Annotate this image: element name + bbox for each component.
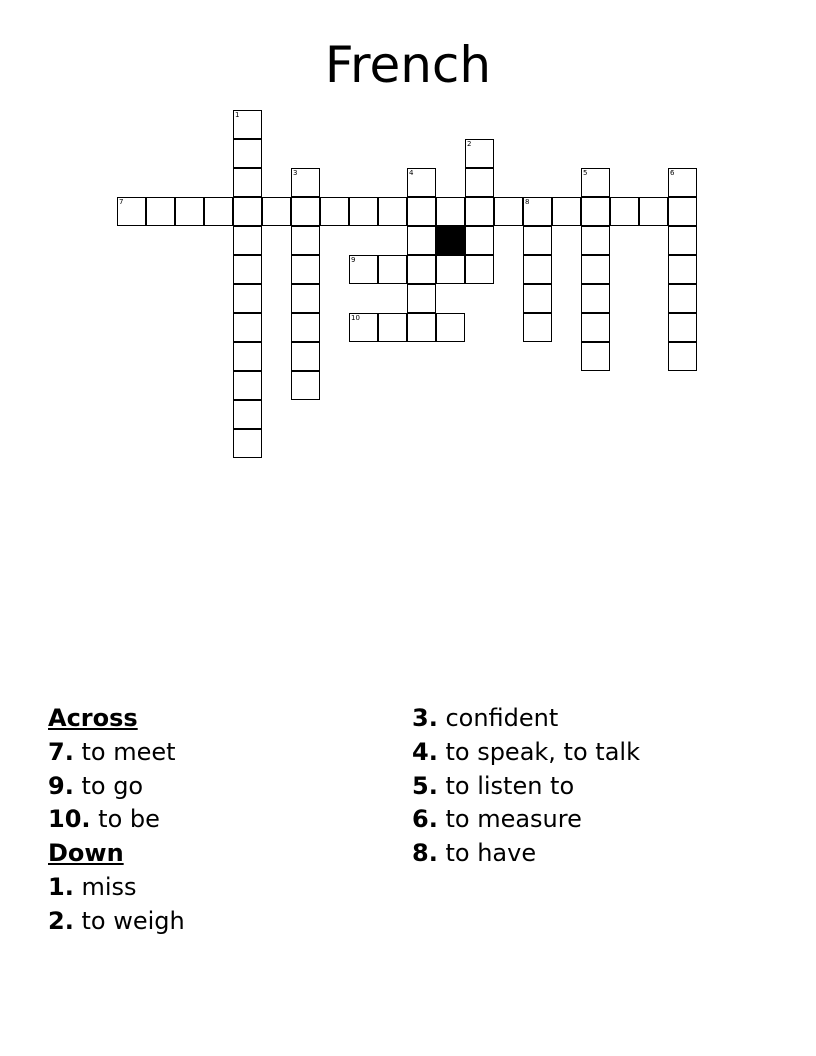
grid-cell[interactable] — [494, 197, 523, 226]
grid-cell[interactable] — [581, 313, 610, 342]
clue-text: miss — [81, 872, 137, 901]
grid-cell[interactable] — [668, 168, 697, 197]
grid-cell[interactable] — [581, 168, 610, 197]
clue-text: to listen to — [445, 771, 575, 800]
clue-item — [412, 837, 640, 871]
grid-cell[interactable] — [291, 342, 320, 371]
grid-cell[interactable] — [233, 197, 262, 226]
grid-cell[interactable] — [349, 255, 378, 284]
grid-cell[interactable] — [349, 313, 378, 342]
grid-cell[interactable] — [291, 313, 320, 342]
grid-cell[interactable] — [233, 313, 262, 342]
clue-number-label: 5 — [583, 169, 588, 177]
grid-cell[interactable] — [407, 255, 436, 284]
grid-cell[interactable] — [233, 400, 262, 429]
clue-item — [412, 803, 640, 837]
grid-cell[interactable] — [668, 284, 697, 313]
grid-cell[interactable] — [378, 197, 407, 226]
clue-item — [48, 770, 185, 804]
grid-cell[interactable] — [233, 110, 262, 139]
grid-cell[interactable] — [233, 429, 262, 458]
grid-cell[interactable] — [407, 168, 436, 197]
clue-item — [48, 803, 185, 837]
clue-number: 9. — [48, 771, 74, 800]
clues-column-left — [48, 702, 185, 939]
grid-cell[interactable] — [146, 197, 175, 226]
grid-cell[interactable] — [233, 255, 262, 284]
grid-block-cell — [436, 226, 465, 255]
grid-cell[interactable] — [465, 197, 494, 226]
clue-text: to weigh — [81, 906, 185, 935]
grid-cell[interactable] — [175, 197, 204, 226]
grid-cell[interactable] — [378, 255, 407, 284]
clue-number: 8. — [412, 839, 438, 868]
clue-text: to meet — [81, 737, 176, 766]
grid-cell[interactable] — [523, 313, 552, 342]
grid-cell[interactable] — [407, 226, 436, 255]
grid-cell[interactable] — [204, 197, 233, 226]
grid-cell[interactable] — [320, 197, 349, 226]
grid-cell[interactable] — [262, 197, 291, 226]
grid-cell[interactable] — [523, 284, 552, 313]
clue-number-label: 7 — [119, 198, 124, 206]
grid-cell[interactable] — [233, 371, 262, 400]
clue-number: 2. — [48, 906, 74, 935]
clue-number-label: 6 — [670, 169, 675, 177]
clue-item — [48, 905, 185, 939]
clue-number: 1. — [48, 872, 74, 901]
clue-number-label: 2 — [467, 140, 472, 148]
grid-cell[interactable] — [668, 313, 697, 342]
grid-cell[interactable] — [436, 313, 465, 342]
clue-number: 5. — [412, 771, 438, 800]
clue-number-label: 8 — [525, 198, 530, 206]
clue-text: to have — [445, 839, 537, 868]
grid-cell[interactable] — [581, 342, 610, 371]
grid-cell[interactable] — [465, 255, 494, 284]
grid-cell[interactable] — [523, 197, 552, 226]
grid-cell[interactable] — [668, 197, 697, 226]
page-title: French — [324, 36, 492, 94]
grid-cell[interactable] — [523, 255, 552, 284]
clue-text: to go — [81, 771, 144, 800]
grid-cell[interactable] — [552, 197, 581, 226]
grid-cell[interactable] — [291, 284, 320, 313]
grid-cell[interactable] — [436, 197, 465, 226]
grid-cell[interactable] — [233, 342, 262, 371]
clue-number: 6. — [412, 805, 438, 834]
grid-cell[interactable] — [581, 255, 610, 284]
grid-cell[interactable] — [407, 284, 436, 313]
grid-cell[interactable] — [639, 197, 668, 226]
grid-cell[interactable] — [581, 284, 610, 313]
clue-number-label: 3 — [293, 169, 298, 177]
grid-cell[interactable] — [291, 197, 320, 226]
grid-cell[interactable] — [668, 342, 697, 371]
clue-text: to be — [98, 805, 160, 834]
grid-cell[interactable] — [581, 197, 610, 226]
down-heading: Down — [48, 839, 124, 868]
grid-cell[interactable] — [117, 197, 146, 226]
grid-cell[interactable] — [523, 226, 552, 255]
grid-cell[interactable] — [233, 284, 262, 313]
clue-number: 3. — [412, 704, 438, 732]
grid-cell[interactable] — [291, 168, 320, 197]
clue-item — [412, 702, 640, 736]
clue-item — [412, 770, 640, 804]
grid-cell[interactable] — [407, 197, 436, 226]
grid-cell[interactable] — [233, 139, 262, 168]
clue-number-label: 10 — [351, 314, 360, 322]
crossword-grid — [0, 0, 816, 470]
clue-number: 10. — [48, 805, 91, 834]
clue-item — [412, 736, 640, 770]
clue-number-label: 9 — [351, 256, 356, 264]
grid-cell[interactable] — [349, 197, 378, 226]
grid-cell[interactable] — [465, 168, 494, 197]
grid-cell[interactable] — [407, 313, 436, 342]
grid-cell[interactable] — [233, 226, 262, 255]
clue-number-label: 4 — [409, 169, 414, 177]
grid-cell[interactable] — [668, 255, 697, 284]
grid-cell[interactable] — [233, 168, 262, 197]
clue-text: confident — [445, 704, 559, 732]
grid-cell[interactable] — [291, 255, 320, 284]
clue-text: to measure — [445, 805, 582, 834]
grid-cell[interactable] — [668, 226, 697, 255]
across-heading: Across — [48, 704, 138, 732]
grid-cell[interactable] — [291, 226, 320, 255]
clue-item — [48, 871, 185, 905]
clue-number-label: 1 — [235, 111, 240, 119]
grid-cell[interactable] — [378, 313, 407, 342]
clue-text: to speak, to talk — [445, 737, 640, 766]
clues-column-right — [412, 702, 640, 871]
grid-cell[interactable] — [610, 197, 639, 226]
clue-item — [48, 736, 185, 770]
grid-cell[interactable] — [291, 371, 320, 400]
clue-number: 7. — [48, 737, 74, 766]
grid-cell[interactable] — [581, 226, 610, 255]
grid-cell[interactable] — [436, 255, 465, 284]
grid-cell[interactable] — [465, 226, 494, 255]
grid-cell[interactable] — [465, 139, 494, 168]
clue-number: 4. — [412, 737, 438, 766]
